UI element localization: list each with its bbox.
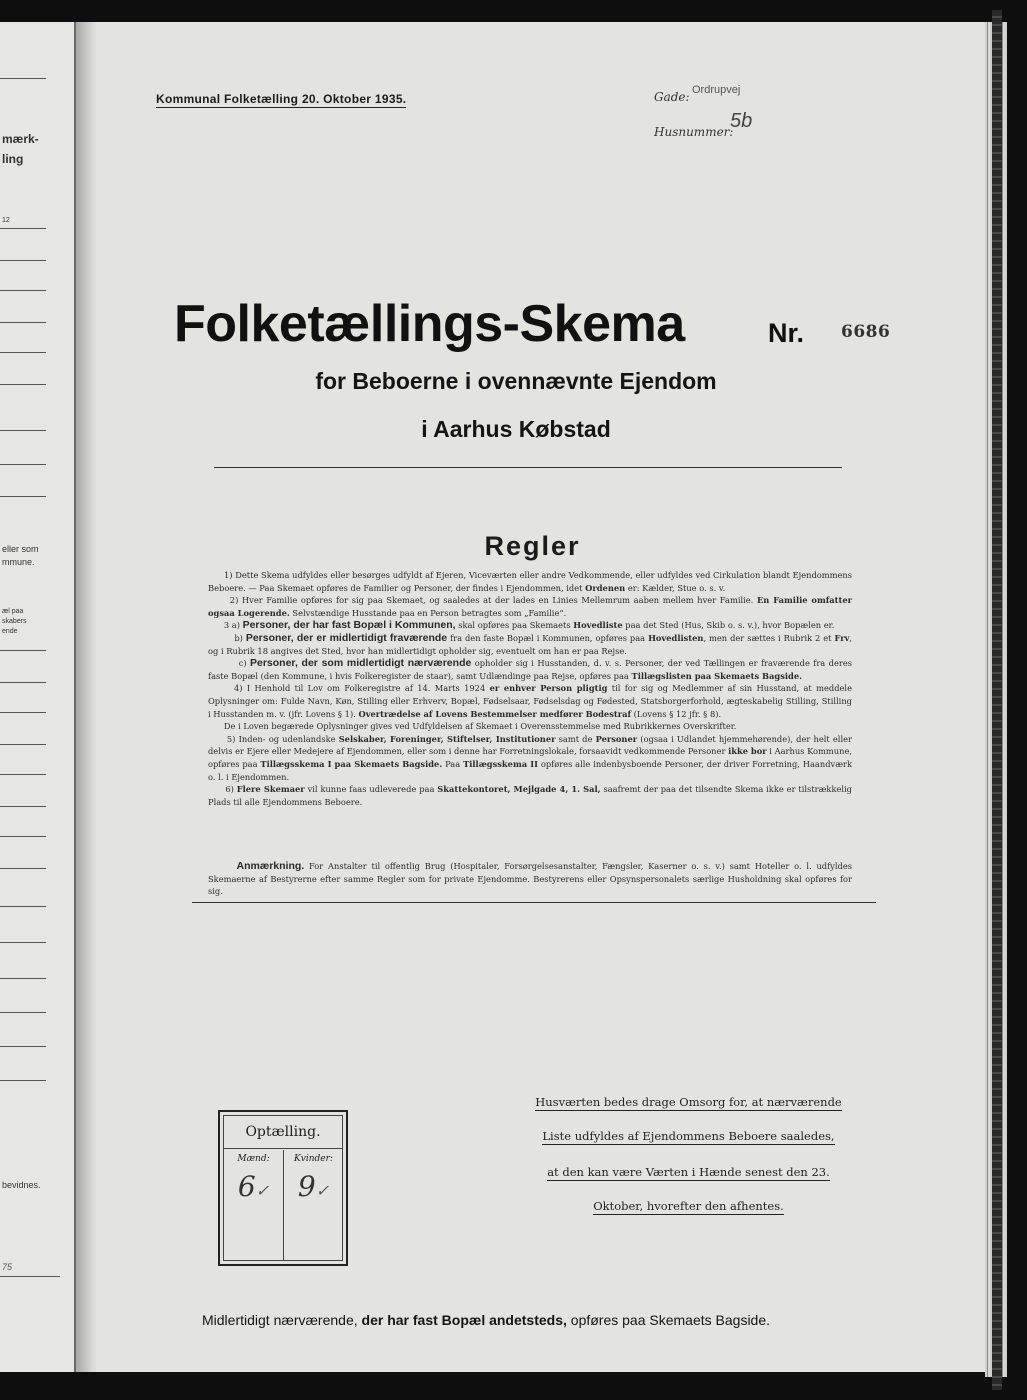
- rule-text: fra den faste Bopæl i Kommunen, opføres paa: [450, 632, 646, 643]
- left-rule: [0, 352, 46, 353]
- left-rule: [0, 78, 46, 79]
- left-rule: [0, 322, 46, 323]
- rule-6: [208, 783, 852, 808]
- left-rule: [0, 712, 46, 713]
- rule-1: [208, 569, 852, 594]
- left-rule: [0, 260, 46, 261]
- left-rule: [0, 1046, 46, 1047]
- rule-text: skal opføres paa Skemaets: [458, 620, 571, 631]
- census-header: Kommunal Folketælling 20. Oktober 1935.: [156, 92, 407, 106]
- anmaerkning-text: For Anstalter til offentlig Brug (Hospitaler, Forsørgelsesanstalter, Fængsler, Kaserner o. s. v.) samt Hoteller o. l. udfyldes Skemaerne af Bestyrerne efter samme Regler som for private Ejendomme. Bestyrerens eller Opsynspersonalets særlige Husholdning skal opføres for sig.: [208, 861, 852, 897]
- anmaerkning: [208, 860, 852, 898]
- anmaerkning-divider: [192, 902, 876, 903]
- left-rule: [0, 1012, 46, 1013]
- rule-text: 2) Hver Familie opføres for sig paa Skemaet, og saaledes at der lades en Linies Mellemrum aaben mellem hver Familie.: [229, 595, 754, 606]
- left-rule: [0, 806, 46, 807]
- rule-3b: [208, 632, 852, 657]
- rule-text: De i Loven begærede Oplysninger gives ved Udfyldelsen af Skemaet i Overensstemmelse med Rubrikkernes Overskrifter.: [223, 721, 737, 732]
- left-rule: [0, 774, 46, 775]
- form-subtitle-city: i Aarhus Købstad: [421, 416, 611, 442]
- rule-text: 5) Inden- og udenlandske: [226, 733, 336, 744]
- left-rule: [0, 906, 46, 907]
- rule-bold: Hovedliste: [573, 620, 623, 631]
- rule-text: paa det Sted (Hus, Skib o. s. v.), hvor Bopælen er.: [625, 620, 835, 631]
- left-fragment: mmune.: [2, 557, 35, 567]
- husnummer-label: Husnummer:: [654, 125, 734, 139]
- rule-text: (ogsaa i Udlandet hjemmehørende), der helt eller delvis er Ejere eller Medejere af Ejendommen, eller som i denne har Forretningslokale, forsaavidt vedkommende Personer: [208, 733, 852, 757]
- rule-bold: Overtrædelse af Lovens Bestemmelser medfører Bodestraf: [358, 708, 632, 719]
- rule-bold: Hovedlisten: [648, 632, 704, 643]
- left-rule: [0, 744, 46, 745]
- men-count: [224, 1164, 283, 1203]
- notice-line: [516, 1166, 861, 1180]
- form-nr-value: 6686: [841, 322, 891, 342]
- form-nr-label: Nr.: [768, 318, 805, 348]
- left-rule: [0, 978, 46, 979]
- left-fragment: bevidnes.: [2, 1180, 41, 1190]
- rule-2: [208, 594, 852, 619]
- rule-text: saafremt der paa det tilsendte Skema ikke er tilstrækkelig Plads til alle Ejendommens Beboere.: [208, 784, 852, 807]
- notice-line-1: Husværten bedes drage Omsorg for, at nærværende: [535, 1095, 842, 1109]
- left-page-fragment: [0, 22, 76, 1372]
- rule-text: 1) Dette Skema udfyldes eller besørges udfyldt af Ejeren, Viceværten eller andre Vedkommende, eller udfyldes ved Cirkulation blandt Ejendommens Beboere. — Paa Skemaet opføres de Familier og Personer, der findes i Ejendommen, idet: [208, 570, 852, 593]
- optaelling-title: Optælling.: [224, 1116, 342, 1149]
- rule-text: 4) I Henhold til Lov om Folkeregistre af 14. Marts 1924: [234, 683, 486, 694]
- anmaerkning-label: Anmærkning.: [236, 860, 305, 872]
- gade-label: Gade:: [654, 90, 690, 104]
- rule-text: b): [234, 632, 243, 643]
- rule-text: Selvstændige Husstande paa en Person betragtes som „Familie“.: [292, 607, 567, 618]
- rule-text: vil kunne faas udleverede paa: [307, 784, 435, 795]
- checkmark-icon: ✓: [255, 1181, 270, 1200]
- rule-text: er: Kælder, Stue o. s. v.: [627, 582, 726, 593]
- rule-bold: Personer, der som midlertidigt nærværende: [250, 657, 472, 670]
- left-fragment: mærk-: [2, 132, 39, 146]
- rule-bold: Flere Skemaer: [236, 784, 305, 795]
- census-page: [96, 22, 992, 1372]
- rule-text: , og i Rubrik 18 angives det Sted, hvor han midlertidigt opholder sig, eventuelt om han er paa Rejse.: [208, 632, 853, 656]
- women-column: [284, 1150, 343, 1260]
- rules-text: [208, 569, 852, 808]
- rule-bold: Tillægsskema I paa Skemaets Bagside.: [260, 758, 443, 769]
- men-count-value: 6: [237, 1170, 256, 1203]
- men-label: Mænd:: [237, 1154, 270, 1164]
- left-handwriting: 75: [2, 1262, 13, 1272]
- rule-bold: Personer, der har fast Bopæl i Kommunen,: [242, 619, 456, 632]
- left-rule: [0, 228, 46, 229]
- left-rule: [0, 384, 46, 385]
- left-rule: [0, 496, 46, 497]
- checkmark-icon: ✓: [315, 1181, 330, 1200]
- rule-text: til for sig og Medlemmer af sin Husstand, at meddele Oplysninger om: Fulde Navn, Køn, Stilling eller Erhverv, Bopæl, Fødselsaar, Fødselsdag og Fødested, Statsborgerforhold, ægteskabelig Stilling, Stilling i Husstanden m. v. (jfr. Lovens § 1).: [208, 683, 852, 719]
- rule-text: i Aarhus Kommune, opføres paa: [208, 746, 853, 769]
- left-fragment: ende: [2, 628, 18, 635]
- notice-line-2: Liste udfyldes af Ejendommens Beboere saaledes,: [542, 1129, 835, 1143]
- notice-line-4: Oktober, hvorefter den afhentes.: [593, 1199, 784, 1213]
- left-rule: [0, 942, 46, 943]
- left-fragment: 12: [2, 217, 10, 224]
- rule-bold: Personer, der er midlertidigt fraværende: [245, 631, 448, 644]
- rule-text: (Lovens § 12 jfr. § 8).: [633, 708, 722, 719]
- title-divider: [214, 467, 842, 468]
- rule-3c: [208, 657, 852, 682]
- footer-post: opføres paa Skemaets Bagside.: [570, 1312, 771, 1328]
- notice-line: [516, 1130, 861, 1144]
- footer-note: [202, 1312, 882, 1328]
- left-fragment: eller som: [2, 544, 39, 554]
- optaelling-box: [218, 1110, 348, 1266]
- rule-4: [208, 682, 852, 720]
- left-rule: [0, 464, 46, 465]
- husnummer-value: 5b: [730, 110, 753, 132]
- form-title: Folketællings-Skema: [174, 295, 685, 353]
- rule-bold: Skattekontoret, Mejlgade 4, 1. Sal,: [437, 784, 601, 795]
- rule-text: c): [238, 658, 247, 669]
- left-fragment: æl paa: [2, 608, 24, 615]
- form-subtitle: for Beboerne i ovennævnte Ejendom: [315, 368, 717, 394]
- rule-bold: Frv: [834, 632, 850, 643]
- rule-bold: Personer: [595, 733, 638, 744]
- left-rule: [0, 1080, 46, 1081]
- men-column: [224, 1150, 284, 1260]
- notice-line: [516, 1096, 861, 1110]
- women-label: Kvinder:: [294, 1154, 333, 1164]
- rule-text: samt de: [558, 733, 593, 744]
- women-count: [284, 1164, 343, 1203]
- rule-bold: Tillægslisten paa Skemaets Bagside.: [631, 670, 802, 681]
- footer-pre: Midlertidigt nærværende,: [202, 1312, 358, 1328]
- rule-bold: Selskaber, Foreninger, Stiftelser, Institutioner: [338, 733, 556, 744]
- rule-text: 3 a): [223, 620, 240, 631]
- rule-text: opføres alle indenbysboende Personer, der driver Forretning, Haandværk o. l. i Ejendommen.: [208, 758, 853, 782]
- left-fragment: skabers: [2, 618, 27, 625]
- left-rule: [0, 682, 46, 683]
- rule-bold: En Familie omfatter ogsaa Logerende.: [208, 595, 852, 618]
- rule-bold: ikke bor: [728, 746, 767, 757]
- rule-text: , men der sættes i Rubrik 2 et: [703, 632, 832, 643]
- rule-5: [208, 733, 852, 783]
- footer-bold: der har fast Bopæl andetsteds,: [361, 1312, 567, 1328]
- left-rule: [0, 1276, 60, 1277]
- book-spine: [992, 10, 1002, 1390]
- notice-line-3: at den kan være Værten i Hænde senest den 23.: [547, 1165, 830, 1179]
- left-rule: [0, 836, 46, 837]
- rule-bold: Ordenen: [585, 582, 626, 593]
- left-rule: [0, 290, 46, 291]
- rules-heading: Regler: [484, 531, 581, 561]
- rule-4b: [208, 720, 852, 733]
- rule-3a: [208, 619, 852, 632]
- rule-text: Paa: [445, 758, 461, 769]
- notice-line: [516, 1200, 861, 1214]
- left-rule: [0, 430, 46, 431]
- optaelling-inner: [223, 1115, 343, 1261]
- rule-bold: Tillægsskema II: [463, 758, 538, 769]
- left-rule: [0, 868, 46, 869]
- left-fragment: ling: [2, 152, 24, 166]
- women-count-value: 9: [297, 1170, 316, 1203]
- rule-text: opholder sig i Husstanden, d. v. s. Personer, der ved Tællingen er fraværende fra deres faste Bopæl (den Kommune, i hvis Folkeregister de staar), samt Udlændinge paa Rejse, opføres paa: [208, 658, 853, 681]
- left-rule: [0, 650, 46, 651]
- gade-value: Ordrupvej: [692, 84, 741, 96]
- rule-bold: er enhver Person pligtig: [489, 683, 608, 694]
- rule-text: 6): [225, 784, 234, 795]
